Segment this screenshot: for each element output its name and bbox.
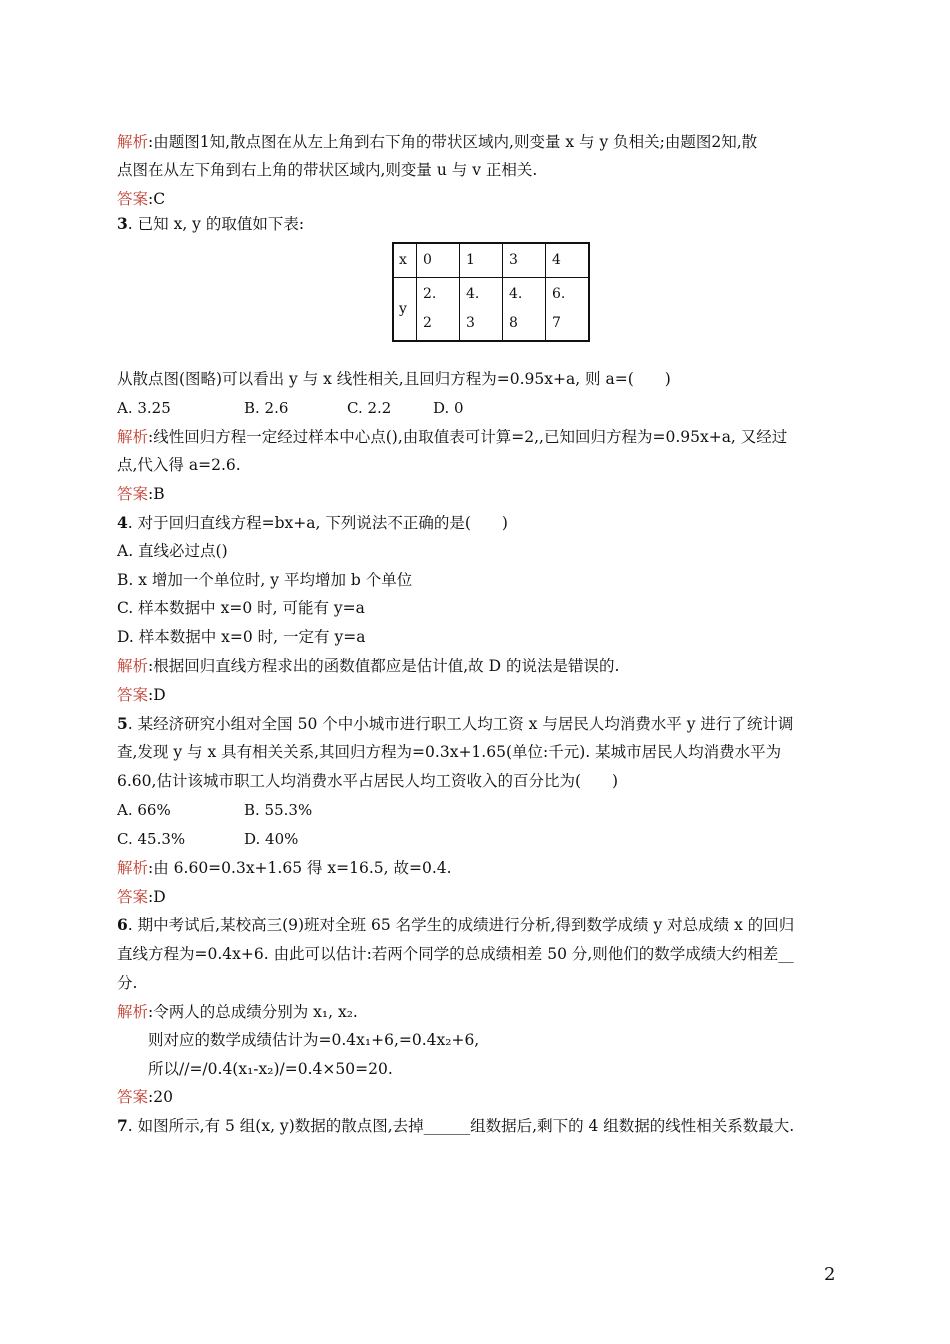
q5-stem-line2: 查,发现 y 与 x 具有相关关系,其回归方程为=0.3x+1.65(单位:千元). 某城市居民人均消费水平为 [117,743,782,761]
q2-answer: 答案:C [117,190,166,208]
q4-option-d: D. 样本数据中 x=0 时, 一定有 y=a [117,628,366,646]
q3-stem: 3. 已知 x, y 的取值如下表: [117,214,305,233]
q5-stem-line1: 5. 某经济研究小组对全国 50 个中小城市进行职工人均工资 x 与居民人均消费水平 y 进行了统计调 [117,714,794,733]
q3-stem-line2: 从散点图(图略)可以看出 y 与 x 线性相关,且回归方程为=0.95x+a, 则 a=( ) [117,370,671,388]
q3-answer: 答案:B [117,485,165,503]
q6-stem-line1: 6. 期中考试后,某校高三(9)班对全班 65 名学生的成绩进行分析,得到数学成绩 y 对总成绩 x 的回归 [117,915,795,934]
table-cell: 2. 2 [417,278,460,342]
q4-analysis: 解析:根据回归直线方程求出的函数值都应是估计值,故 D 的说法是错误的. [117,657,620,675]
question-number: 6 [117,915,128,934]
q4-stem: 4. 对于回归直线方程=bx+a, 下列说法不正确的是( ) [117,513,508,532]
q7-stem: 7. 如图所示,有 5 组(x, y)数据的散点图,去掉______组数据后,剩下的 4 组数据的线性相关系数最大. [117,1116,795,1135]
q3-option-b: B. 2.6 [244,399,289,417]
q4-option-b: B. x 增加一个单位时, y 平均增加 b 个单位 [117,571,413,589]
q6-stem-line3: 分. [117,974,138,992]
table-header-x: x [393,243,417,278]
table-cell: 4. 8 [503,278,546,342]
q6-answer: 答案:20 [117,1088,173,1106]
q5-answer: 答案:D [117,888,166,906]
table-cell: 3 [503,243,546,278]
q6-stem-line2: 直线方程为=0.4x+6. 由此可以估计:若两个同学的总成绩相差 50 分,则他们的数学成绩大约相差__ [117,945,794,963]
q4-option-c: C. 样本数据中 x=0 时, 可能有 y=a [117,599,365,617]
q3-data-table [392,242,590,342]
page-number: 2 [824,1264,836,1285]
q3-option-a: A. 3.25 [117,399,171,417]
table-row [393,243,589,278]
q6-analysis-line3: 所以//=/0.4(x₁-x₂)/=0.4×50=20. [148,1060,393,1078]
question-number: 5 [117,714,128,733]
q3-analysis-line1: 解析:线性回归方程一定经过样本中心点(),由取值表可计算=2,,已知回归方程为=0.95x+a, 又经过 [117,428,788,446]
q5-option-c: C. 45.3% [117,830,186,848]
table-header-y: y [393,278,417,342]
table-row [393,278,589,342]
q5-option-a: A. 66% [117,801,171,819]
q5-option-d: D. 40% [244,830,299,848]
q2-analysis-line1: 解析:由题图1知,散点图在从左上角到右下角的带状区域内,则变量 x 与 y 负相关;由题图2知,散 [117,133,758,151]
table-cell: 6. 7 [546,278,590,342]
q2-analysis-line2: 点图在从左下角到右上角的带状区域内,则变量 u 与 v 正相关. [117,161,538,179]
table-cell: 4 [546,243,590,278]
q3-option-c: C. 2.2 [347,399,392,417]
q5-stem-line3: 6.60,估计该城市职工人均消费水平占居民人均工资收入的百分比为( ) [117,772,619,790]
q6-analysis-line1: 解析:令两人的总成绩分别为 x₁, x₂. [117,1003,358,1021]
question-number: 4 [117,513,128,532]
q4-answer: 答案:D [117,686,166,704]
q3-option-d: D. 0 [433,399,464,417]
table-cell: 0 [417,243,460,278]
table-cell: 1 [460,243,503,278]
question-number: 3 [117,214,128,233]
q4-option-a: A. 直线必过点() [117,542,228,560]
q5-option-b: B. 55.3% [244,801,313,819]
q6-analysis-line2: 则对应的数学成绩估计为=0.4x₁+6,=0.4x₂+6, [148,1031,480,1049]
q3-analysis-line2: 点,代入得 a=2.6. [117,456,241,474]
analysis-label: 解析 [117,133,149,151]
q5-analysis: 解析:由 6.60=0.3x+1.65 得 x=16.5, 故=0.4. [117,859,452,877]
question-number: 7 [117,1116,128,1135]
table-cell: 4. 3 [460,278,503,342]
